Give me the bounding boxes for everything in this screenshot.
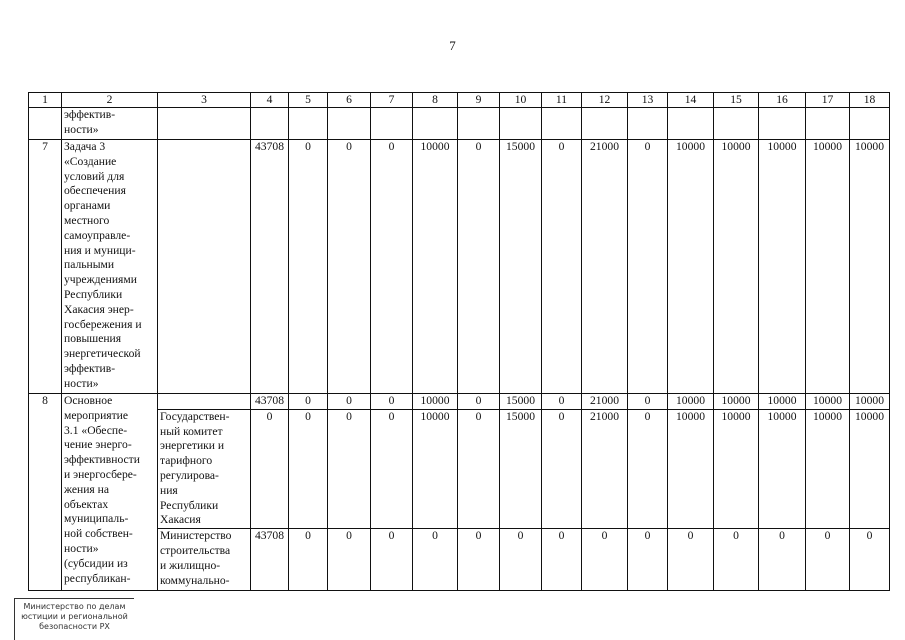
value-cell: 10000 [413,394,458,410]
header-cell: 18 [850,93,890,108]
value-cell: 0 [668,529,714,591]
value-cell: 15000 [500,394,542,410]
value-cell: 0 [458,140,500,394]
value-cell: 10000 [668,409,714,528]
table-row [29,140,890,394]
value-cell: 0 [542,140,582,394]
value-cell: 0 [289,394,328,410]
cell-num [29,108,62,140]
header-cell: 9 [458,93,500,108]
value-cell: 10000 [806,394,850,410]
value-cell: 0 [458,529,500,591]
table-row [29,529,890,591]
cell-name [62,140,158,394]
table-row [29,108,890,140]
cell-name [62,394,158,591]
value-cell: 0 [542,529,582,591]
header-cell: 8 [413,93,458,108]
value-cell: 10000 [668,140,714,394]
value-cell: 15000 [500,409,542,528]
value-cell: 10000 [759,140,806,394]
value-cell: 43708 [251,394,289,410]
value-cell: 10000 [714,394,759,410]
value-cell: 0 [759,529,806,591]
value-cell: 0 [251,409,289,528]
value-cell: 10000 [850,140,890,394]
value-cell: 0 [500,529,542,591]
value-cell: 0 [714,529,759,591]
value-cell: 0 [328,140,371,394]
value-cell: 0 [289,529,328,591]
value-cell: 10000 [759,409,806,528]
stamp-text: Министерство по делам юстиции и региональной безопасности РХ [21,602,128,631]
header-cell: 7 [371,93,413,108]
cell-executor [158,409,251,528]
value-cell: 10000 [668,394,714,410]
value-cell: 0 [289,409,328,528]
value-cell: 0 [542,394,582,410]
header-cell: 13 [628,93,668,108]
cell-num: 7 [29,140,62,394]
header-cell: 6 [328,93,371,108]
value-cell: 0 [328,409,371,528]
table-header-row [29,93,890,108]
value-cell: 0 [328,529,371,591]
value-cell: 0 [628,529,668,591]
value-cell: 0 [458,394,500,410]
value-cell: 0 [328,394,371,410]
value-cell: 10000 [413,140,458,394]
value-cell: 0 [850,529,890,591]
value-cell: 10000 [850,409,890,528]
value-cell: 0 [542,409,582,528]
cell-num: 8 [29,394,62,591]
value-cell: 0 [371,140,413,394]
row-name-text: Задача 3 «Создание условий для обеспечения органами местного самоуправле- ния и муници- пальными учреждениями Республики Хакасия энер- госбережения и повышения энергетической эффектив- ности» [64,140,142,390]
value-cell: 21000 [582,394,628,410]
header-cell: 14 [668,93,714,108]
value-cell: 10000 [714,409,759,528]
header-cell: 16 [759,93,806,108]
value-cell: 0 [628,394,668,410]
header-cell: 12 [582,93,628,108]
value-cell: 43708 [251,529,289,591]
cell-executor [158,529,251,591]
value-cell: 21000 [582,409,628,528]
header-cell: 10 [500,93,542,108]
page-number: 7 [449,38,456,53]
value-cell: 0 [371,529,413,591]
header-cell: 15 [714,93,759,108]
row-name-text: эффектив- ности» [64,108,116,136]
value-cell: 21000 [582,140,628,394]
header-cell: 11 [542,93,582,108]
table-row [29,394,890,410]
row-name-text: Основное мероприятие 3.1 «Обеспе- чение энерго- эффективности и энергосбере- жения на объектах муниципаль- ной собствен- ности» (субсидии из республикан- [64,394,140,585]
value-cell: 0 [806,529,850,591]
value-cell: 15000 [500,140,542,394]
value-cell: 0 [628,140,668,394]
executor-text: Министерство строительства и жилищно- коммунально- [160,529,232,587]
table-row [29,409,890,528]
header-cell: 2 [62,93,158,108]
value-cell: 10000 [806,409,850,528]
value-cell: 10000 [413,409,458,528]
cell-name [62,108,158,140]
header-cell: 3 [158,93,251,108]
value-cell: 0 [371,409,413,528]
executor-text: Государствен- ный комитет энергетики и тарифного регулирова- ния Республики Хакасия [160,409,230,527]
value-cell: 0 [582,529,628,591]
value-cell: 0 [289,140,328,394]
cell-executor [158,394,251,410]
value-cell: 0 [413,529,458,591]
value-cell: 43708 [251,140,289,394]
value-cell: 10000 [806,140,850,394]
value-cell: 10000 [759,394,806,410]
header-cell: 4 [251,93,289,108]
value-cell: 0 [458,409,500,528]
value-cell: 10000 [850,394,890,410]
header-cell: 5 [289,93,328,108]
header-cell: 17 [806,93,850,108]
cell-executor [158,140,251,394]
value-cell: 0 [371,394,413,410]
value-cell: 10000 [714,140,759,394]
program-table [28,92,890,591]
registration-stamp [14,598,134,640]
header-cell: 1 [29,93,62,108]
value-cell: 0 [628,409,668,528]
